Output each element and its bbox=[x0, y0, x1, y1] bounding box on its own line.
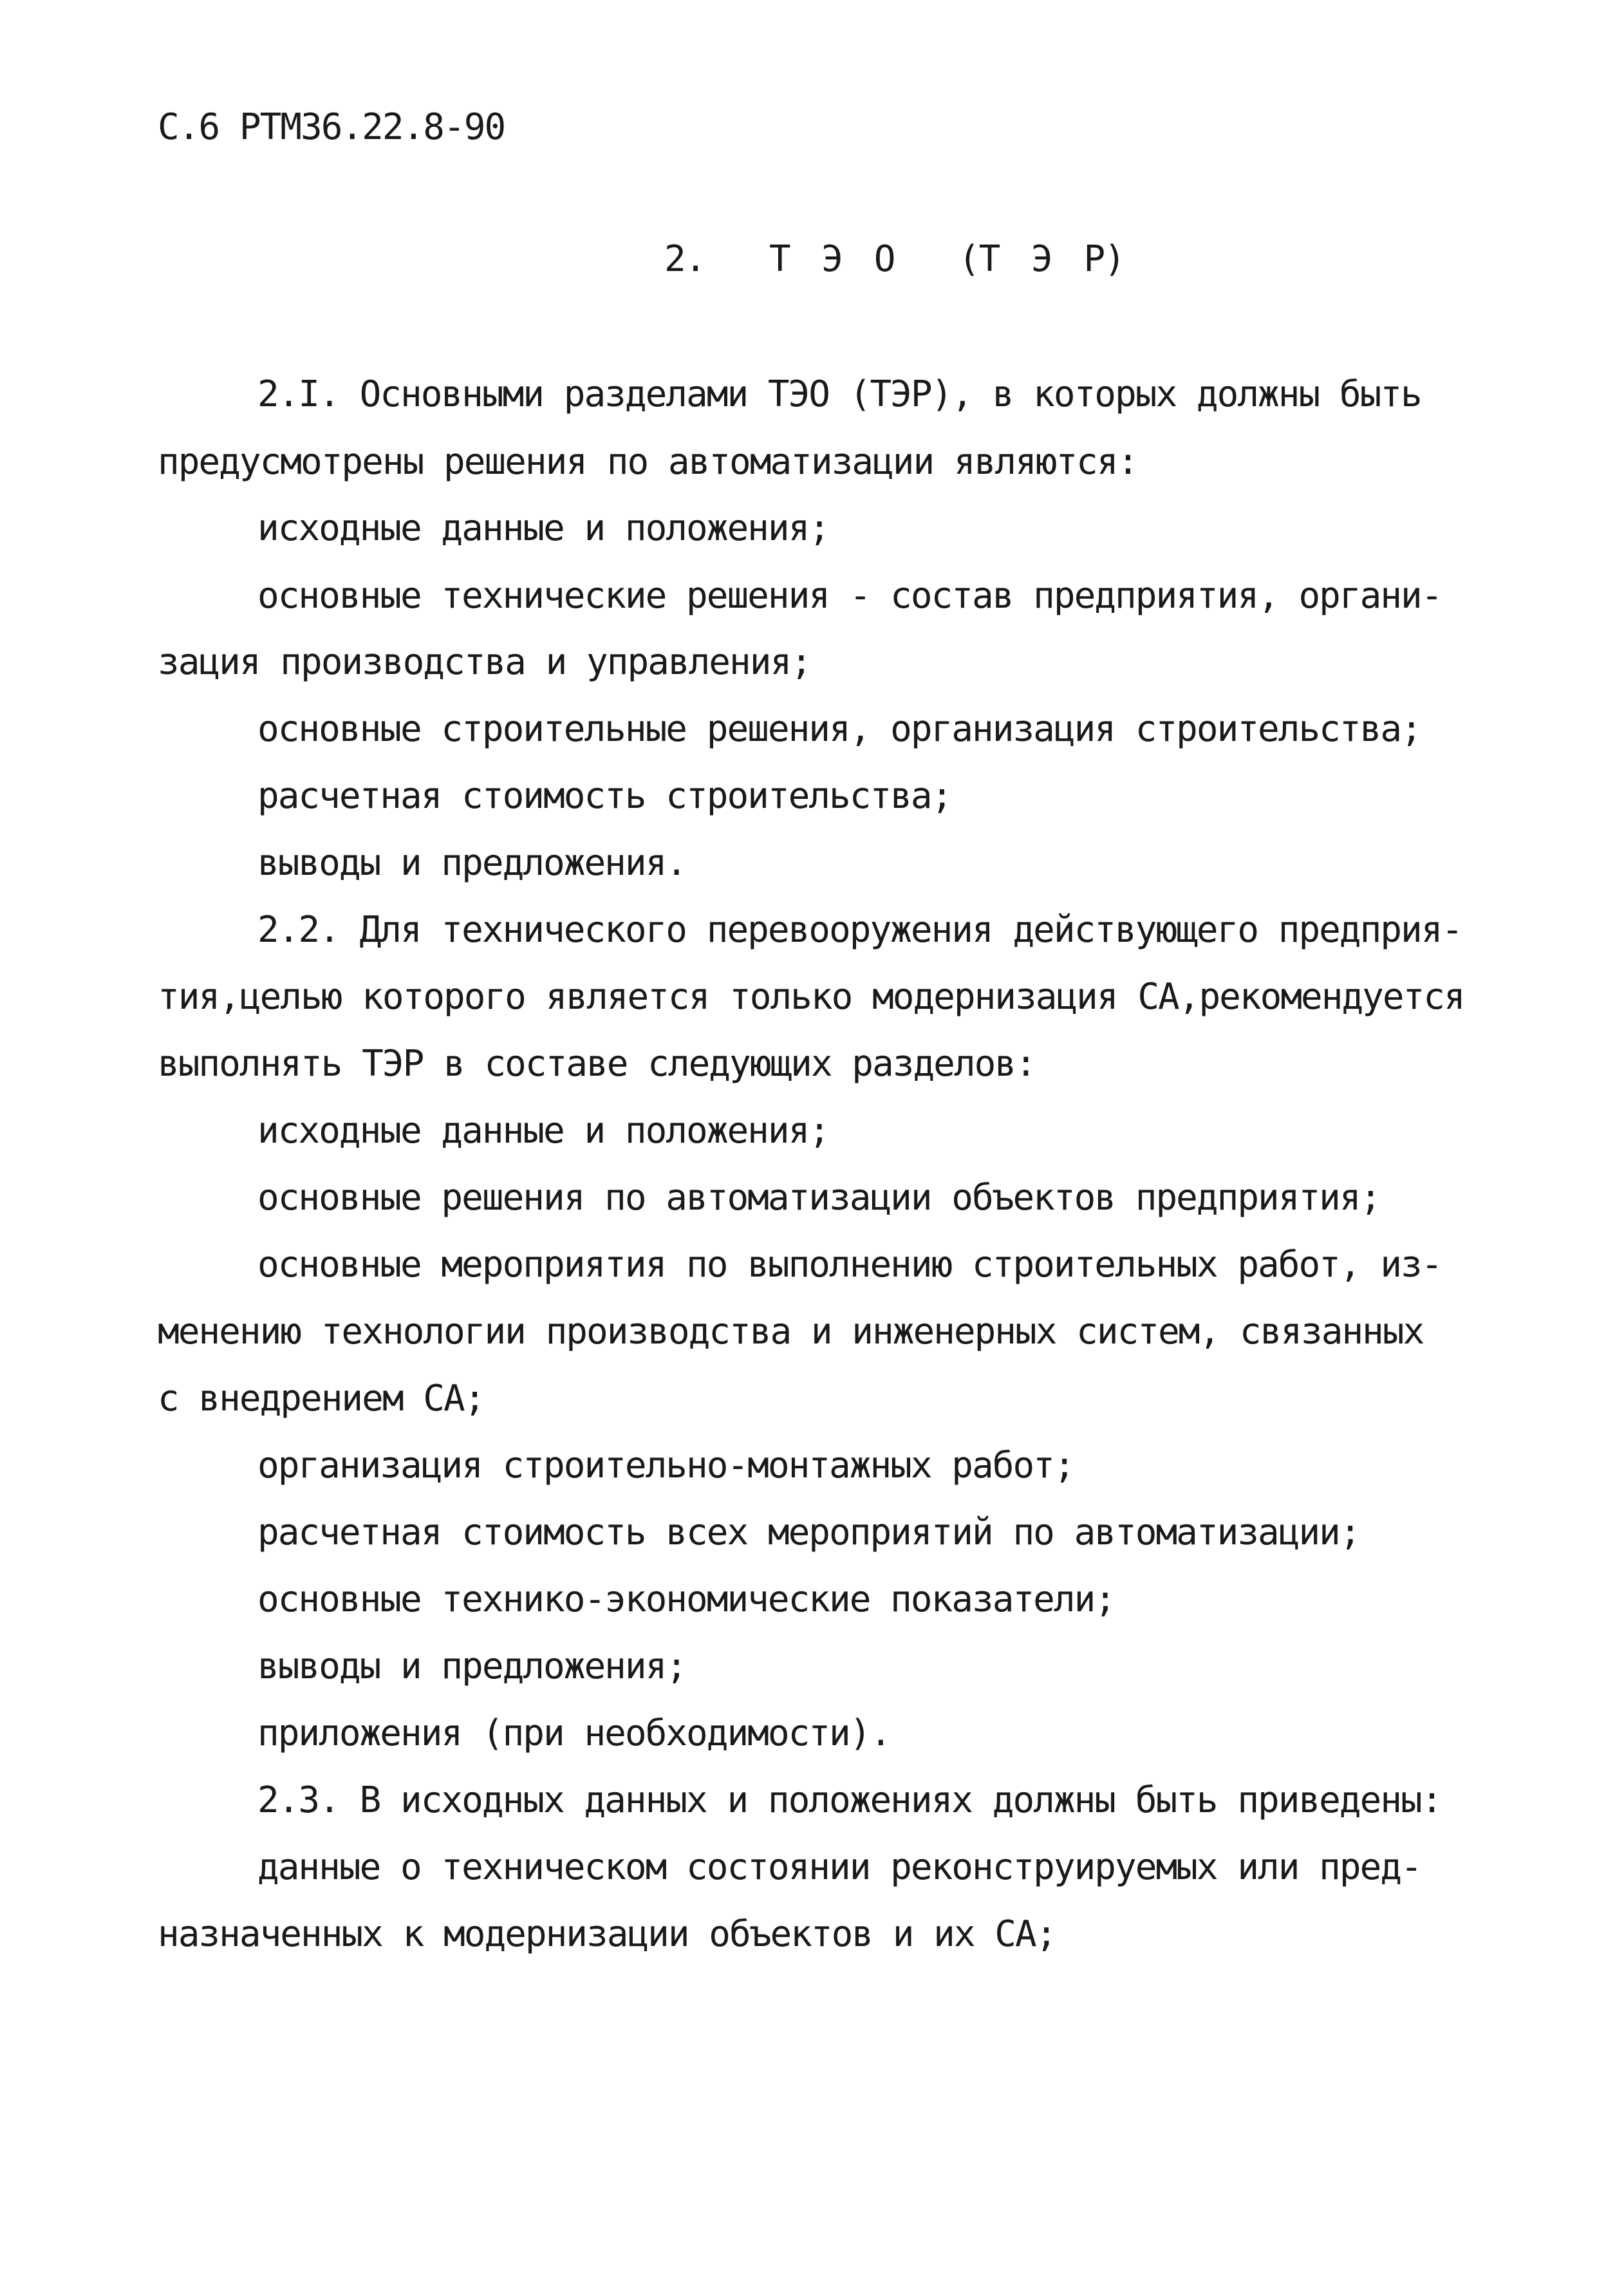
text-line: 2.2. Для технического перевооружения действующего предприя- bbox=[257, 909, 1462, 951]
text-line: тия,целью которого является только модернизация СА,рекомендуется bbox=[158, 976, 1464, 1018]
text-line: расчетная стоимость строительства; bbox=[257, 775, 952, 817]
text-line: предусмотрены решения по автоматизации являются: bbox=[158, 441, 1138, 483]
text-line: назначенных к модернизации объектов и их СА; bbox=[158, 1913, 1056, 1955]
text-line: менению технологии производства и инженерных систем, связанных bbox=[158, 1311, 1424, 1353]
text-line: зация производства и управления; bbox=[158, 641, 811, 683]
text-line: с внедрением СА; bbox=[158, 1378, 485, 1419]
section-title: 2. Т Э О (Т Э Р) bbox=[664, 238, 1125, 280]
text-line: данные о техническом состоянии реконструируемых или пред- bbox=[257, 1846, 1421, 1888]
text-line: выполнять ТЭР в составе следующих разделов: bbox=[158, 1043, 1036, 1085]
text-line: приложения (при необходимости). bbox=[257, 1712, 891, 1754]
text-line: основные технико-экономические показатели; bbox=[257, 1578, 1115, 1620]
text-line: основные мероприятия по выполнению строительных работ, из- bbox=[257, 1244, 1442, 1286]
text-line: расчетная стоимость всех мероприятий по автоматизации; bbox=[257, 1512, 1360, 1553]
text-line: основные строительные решения, организация строительства; bbox=[257, 708, 1421, 750]
text-line: 2.3. В исходных данных и положениях должны быть приведены: bbox=[257, 1779, 1442, 1821]
text-line: 2.I. Основными разделами ТЭО (ТЭР), в которых должны быть bbox=[257, 373, 1421, 415]
page-header: С.6 РТМ36.22.8-90 bbox=[158, 106, 505, 148]
text-line: исходные данные и положения; bbox=[257, 1110, 830, 1152]
text-line: исходные данные и положения; bbox=[257, 507, 830, 549]
text-line: выводы и предложения; bbox=[257, 1645, 687, 1687]
text-line: основные технические решения - состав предприятия, органи- bbox=[257, 575, 1442, 617]
text-line: выводы и предложения. bbox=[257, 842, 687, 884]
text-line: основные решения по автоматизации объектов предприятия; bbox=[257, 1177, 1381, 1219]
text-line: организация строительно-монтажных работ; bbox=[257, 1445, 1074, 1486]
